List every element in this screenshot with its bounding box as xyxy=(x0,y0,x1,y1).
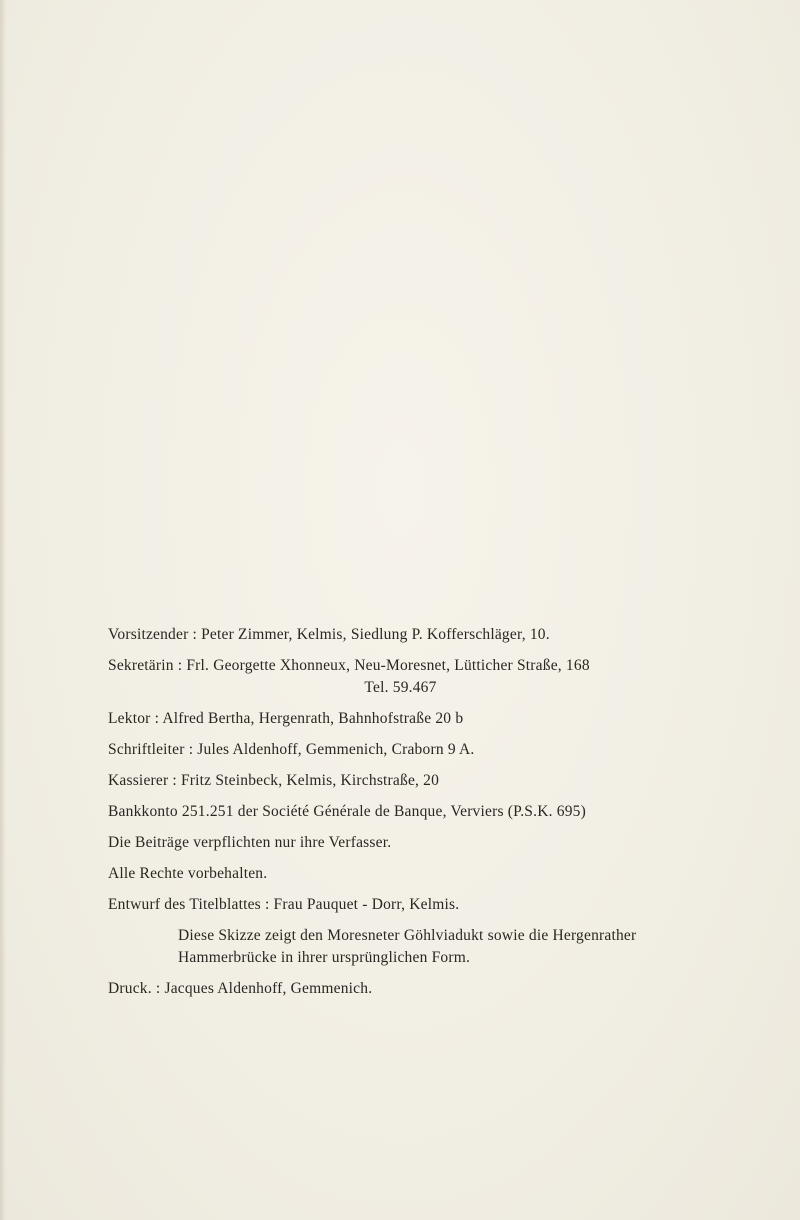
entwurf-line: Entwurf des Titelblattes : Frau Pauquet - Dorr, Kelmis. xyxy=(108,896,460,913)
schriftleiter-line: Schriftleiter : Jules Aldenhoff, Gemmenich, Craborn 9 A. xyxy=(108,741,475,758)
lektor-line: Lektor : Alfred Bertha, Hergenrath, Bahnhofstraße 20 b xyxy=(108,710,464,727)
sekretaerin-line: Sekretärin : Frl. Georgette Xhonneux, Neu-Moresnet, Lütticher Straße, 168 xyxy=(108,657,590,674)
skizze-line-1: Diese Skizze zeigt den Moresneter Göhlviadukt sowie die Hergenrather xyxy=(178,927,637,944)
druck-line: Druck. : Jacques Aldenhoff, Gemmenich. xyxy=(108,980,373,997)
beitraege-line: Die Beiträge verpflichten nur ihre Verfasser. xyxy=(108,834,392,851)
bankkonto-line: Bankkonto 251.251 der Société Générale de Banque, Verviers (P.S.K. 695) xyxy=(108,803,586,820)
imprint-block xyxy=(108,624,728,1000)
vorsitzender-line: Vorsitzender : Peter Zimmer, Kelmis, Siedlung P. Kofferschläger, 10. xyxy=(108,626,550,643)
kassierer-line: Kassierer : Fritz Steinbeck, Kelmis, Kirchstraße, 20 xyxy=(108,772,440,789)
rechte-line: Alle Rechte vorbehalten. xyxy=(108,865,268,882)
skizze-line-2: Hammerbrücke in ihrer ursprünglichen Form. xyxy=(178,949,471,966)
telefon-line: Tel. 59.467 xyxy=(364,679,437,696)
